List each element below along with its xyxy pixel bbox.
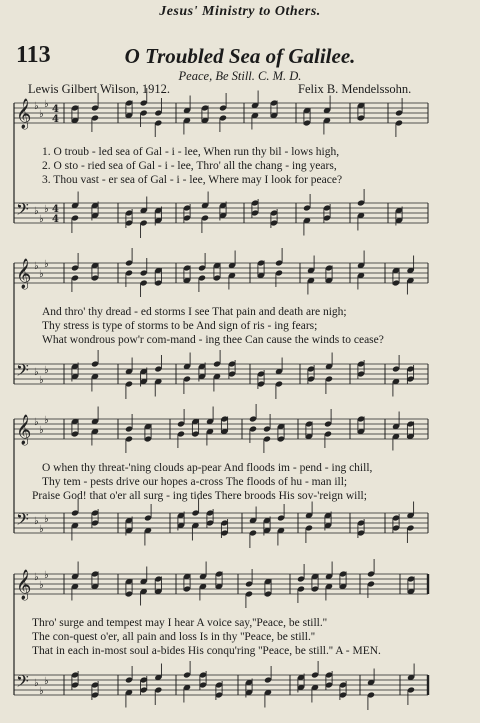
flat-sign: ♭ <box>44 365 49 376</box>
flat-sign: ♭ <box>39 109 44 120</box>
time-signature: 4 <box>52 114 59 125</box>
flat-sign: ♭ <box>39 580 44 591</box>
clef-symbol: 𝄢 <box>16 671 29 695</box>
lyric-line: And thro' thy dread - ed storms I see That pain and death are nigh; <box>42 306 347 318</box>
flat-sign: ♭ <box>34 101 39 112</box>
flat-sign: ♭ <box>44 570 49 581</box>
hymn-title: O Troubled Sea of Galilee. <box>124 44 356 68</box>
lyric-line: The con-quest o'er, all pain and loss Is in thy ''Peace, be still.'' <box>32 631 315 643</box>
flat-sign: ♭ <box>39 425 44 436</box>
author-credit: Lewis Gilbert Wilson, 1912. <box>28 82 170 96</box>
clef-symbol: 𝄢 <box>16 509 29 533</box>
lyric-line: Thy tem - pests drive our hopes a-cross The floods of hu - man ill; <box>42 476 348 488</box>
clef-symbol: 𝄞 <box>16 99 32 129</box>
lyric-line: That in each in-most soul a-bides His conqu'ring ''Peace, be still.'' A - MEN. <box>32 645 381 657</box>
flat-sign: ♭ <box>34 417 39 428</box>
time-signature: 4 <box>52 104 59 115</box>
lyric-line: Thro' surge and tempest may I hear A voice say,''Peace, be still.'' <box>32 617 327 629</box>
flat-sign: ♭ <box>44 415 49 426</box>
flat-sign: ♭ <box>34 206 39 217</box>
composer-credit: Felix B. Mendelssohn. <box>298 82 412 96</box>
flat-sign: ♭ <box>44 204 49 215</box>
flat-sign: ♭ <box>39 214 44 225</box>
flat-sign: ♭ <box>39 375 44 386</box>
lyric-line: Thy stress is type of storms to be And sign of ris - ing fears; <box>42 320 318 332</box>
lyric-line: Praise God! that o'er all surg - ing tides There broods His sov-'reign will; <box>32 490 367 502</box>
flat-sign: ♭ <box>44 259 49 270</box>
flat-sign: ♭ <box>44 514 49 525</box>
flat-sign: ♭ <box>44 99 49 110</box>
tune-name: Peace, Be Still. C. M. D. <box>178 69 302 83</box>
flat-sign: ♭ <box>39 269 44 280</box>
lyric-line: O when thy threat-'ning clouds ap-pear And floods im - pend - ing chill, <box>42 462 373 474</box>
flat-sign: ♭ <box>34 678 39 689</box>
flat-sign: ♭ <box>39 686 44 697</box>
flat-sign: ♭ <box>39 524 44 535</box>
clef-symbol: 𝄞 <box>16 570 32 600</box>
clef-symbol: 𝄞 <box>16 415 32 445</box>
flat-sign: ♭ <box>34 572 39 583</box>
section-heading: Jesus' Ministry to Others. <box>159 4 321 19</box>
flat-sign: ♭ <box>34 367 39 378</box>
time-signature: 4 <box>52 214 59 225</box>
hymn-number: 113 <box>16 42 51 68</box>
clef-symbol: 𝄞 <box>16 259 32 289</box>
clef-symbol: 𝄢 <box>16 360 29 384</box>
flat-sign: ♭ <box>44 676 49 687</box>
flat-sign: ♭ <box>34 261 39 272</box>
lyric-line: 2. O sto - ried sea of Gal - i - lee, Thro' all the chang - ing years, <box>42 160 337 172</box>
time-signature: 4 <box>52 204 59 215</box>
lyric-line: 1. O troub - led sea of Gal - i - lee, When run thy bil - lows high, <box>42 146 340 158</box>
lyric-line: 3. Thou vast - er sea of Gal - i - lee, Where may I look for peace? <box>42 174 343 186</box>
flat-sign: ♭ <box>34 516 39 527</box>
clef-symbol: 𝄢 <box>16 199 29 223</box>
lyric-line: What wondrous pow'r com-mand - ing thee Can cause the winds to cease? <box>42 334 384 346</box>
